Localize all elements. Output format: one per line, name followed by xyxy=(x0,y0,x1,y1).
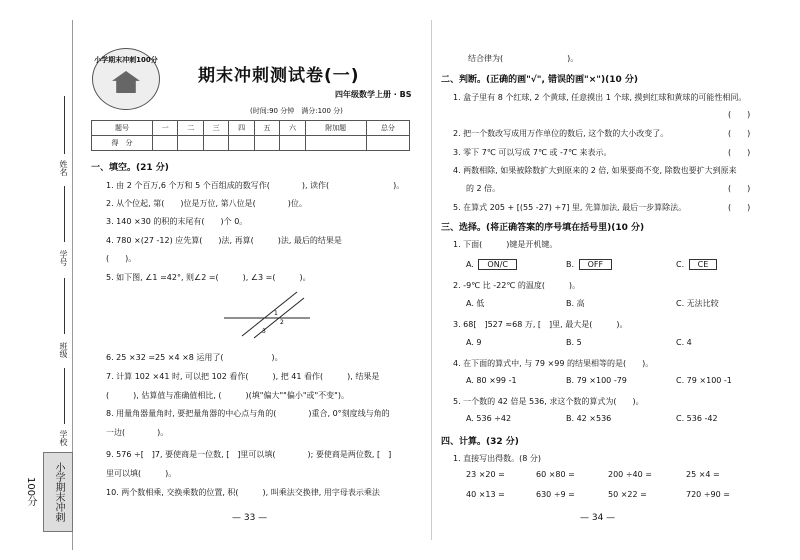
calc-item: 40 ×13 = xyxy=(466,490,505,499)
school-label: 学校 xyxy=(59,430,68,446)
score-header-cell: 三 xyxy=(203,121,228,136)
option-letter: B. xyxy=(566,260,577,269)
id-line xyxy=(64,186,65,242)
calc-item: 60 ×80 = xyxy=(536,470,575,479)
score-table xyxy=(91,120,410,151)
key-on-c: ON/C xyxy=(478,259,517,270)
score-header-cell: 一 xyxy=(153,121,178,136)
judge-answer[interactable]: ( ) xyxy=(728,110,751,119)
key-off: OFF xyxy=(579,259,613,270)
question-item: 8. 用量角器量角时, 要把量角器的中心点与角的( )重合, 0°刻度线与角的 xyxy=(106,409,390,418)
question-item: ( )。 xyxy=(106,254,137,263)
judge-answer[interactable]: ( ) xyxy=(728,129,751,138)
section-fill-blank: 一、填空。(21 分) xyxy=(91,163,169,173)
choice-option-c[interactable]: C. 536 -42 xyxy=(676,414,718,423)
choice-question: 4. 在下面的算式中, 与 79 ×99 的结果相等的是( )。 xyxy=(453,359,654,368)
question-item: 一边( )。 xyxy=(106,428,169,437)
choice-option-c[interactable]: C. 79 ×100 -1 xyxy=(676,376,732,385)
judge-answer[interactable]: ( ) xyxy=(728,203,751,212)
series-logo xyxy=(92,48,160,110)
angle-figure xyxy=(222,290,312,340)
question-item: 6. 25 ×32 =25 ×4 ×8 运用了( )。 xyxy=(106,353,283,362)
angle-label-3: 3 xyxy=(262,328,266,335)
question-continued: 结合律为( )。 xyxy=(468,54,579,63)
question-item: 3. 140 ×30 的积的末尾有( )个 0。 xyxy=(106,217,248,226)
score-header-cell: 附加题 xyxy=(305,121,366,136)
page-divider xyxy=(431,20,432,540)
judge-item: 5. 在算式 205 + [(55 -27) ÷7] 里, 先算加法, 最后一步算除法。 xyxy=(453,203,687,212)
question-item: 10. 两个数相乘, 交换乘数的位置, 积( ), 叫乘法交换律, 用字母表示乘法 xyxy=(106,488,380,497)
score-header-cell: 二 xyxy=(178,121,203,136)
judge-answer[interactable]: ( ) xyxy=(728,184,751,193)
question-item: 4. 780 ×(27 -12) 应先算( )法, 再算( )法, 最后的结果是 xyxy=(106,236,342,245)
section-calc: 四、计算。(32 分) xyxy=(441,437,519,447)
question-item: 1. 由 2 个百万,6 个万和 5 个百组成的数写作( ), 读作( )。 xyxy=(106,181,405,190)
choice-option-a[interactable]: A. 80 ×99 -1 xyxy=(466,376,517,385)
question-item: ( ), 估算值与准确值相比, ( )(填"偏大""偏小"或"不变")。 xyxy=(106,391,349,400)
angle-label-2: 2 xyxy=(280,319,284,326)
choice-question: 5. 一个数的 42 倍是 536, 求这个数的算式为( )。 xyxy=(453,397,644,406)
section-choice: 三、选择。(将正确答案的序号填在括号里)(10 分) xyxy=(441,223,645,233)
choice-option-b[interactable]: B. 5 xyxy=(566,338,582,347)
choice-option-c[interactable] xyxy=(676,259,717,270)
score-cell[interactable] xyxy=(305,136,366,151)
angle-label-1: 1 xyxy=(274,310,278,317)
question-item: 9. 576 ÷[ ]7, 要使商是一位数, [ ]里可以填( ); 要使商是两位数, [ ] xyxy=(106,450,392,459)
class-label: 班级 xyxy=(59,342,68,358)
score-cell[interactable] xyxy=(280,136,305,151)
judge-item: 的 2 倍。 xyxy=(466,184,501,193)
score-header-cell: 四 xyxy=(229,121,254,136)
exam-meta: (时间:90 分钟 满分:100 分) xyxy=(250,107,343,115)
calc-item: 720 ÷90 = xyxy=(686,490,730,499)
choice-option-b[interactable]: B. 42 ×536 xyxy=(566,414,612,423)
page-number-left: — 33 — xyxy=(232,513,268,523)
name-label: 姓名 xyxy=(59,160,68,176)
exam-title: 期末冲刺测试卷(一) xyxy=(198,66,360,86)
judge-item: 3. 零下 7℃ 可以写成 7℃ 或 -7℃ 来表示。 xyxy=(453,148,612,157)
score-cell[interactable] xyxy=(366,136,409,151)
score-row xyxy=(92,136,410,151)
choice-option-a[interactable]: A. 9 xyxy=(466,338,482,347)
option-letter: A. xyxy=(466,260,477,269)
exam-subtitle: 四年级数学上册 · BS xyxy=(335,90,412,99)
score-cell[interactable] xyxy=(153,136,178,151)
score-cell[interactable] xyxy=(254,136,279,151)
score-cell[interactable] xyxy=(229,136,254,151)
name-line xyxy=(64,96,65,154)
series-badge: 小学期末冲刺100分 xyxy=(43,452,73,532)
calc-instruction: 1. 直接写出得数。(8 分) xyxy=(453,454,542,463)
student-id-label: 学号 xyxy=(59,250,68,266)
judge-item: 4. 两数相除, 如果被除数扩大到原来的 2 倍, 如果要商不变, 除数也要扩大到原来 xyxy=(453,166,737,175)
calc-item: 630 ÷9 = xyxy=(536,490,575,499)
score-header-cell: 总分 xyxy=(366,121,409,136)
judge-item: 2. 把一个数改写成用万作单位的数后, 这个数的大小改变了。 xyxy=(453,129,669,138)
section-judge: 二、判断。(正确的画"√", 错误的画"×")(10 分) xyxy=(441,75,638,85)
key-ce: CE xyxy=(689,259,718,270)
score-header-row xyxy=(92,121,410,136)
question-item: 里可以填( )。 xyxy=(106,469,177,478)
question-item: 7. 计算 102 ×41 时, 可以把 102 看作( ), 把 41 看作( ), 结果是 xyxy=(106,372,380,381)
score-row-label: 得 分 xyxy=(92,136,153,151)
page-number-right: — 34 — xyxy=(580,513,616,523)
score-cell[interactable] xyxy=(178,136,203,151)
calc-item: 25 ×4 = xyxy=(686,470,720,479)
choice-option-a[interactable]: A. 低 xyxy=(466,299,485,308)
score-header-cell: 六 xyxy=(280,121,305,136)
question-item: 2. 从个位起, 第( )位是万位, 第八位是( )位。 xyxy=(106,199,307,208)
house-icon xyxy=(112,71,140,93)
school-line xyxy=(64,368,65,424)
choice-question: 2. -9℃ 比 -22℃ 的温度( )。 xyxy=(453,281,581,290)
choice-option-c[interactable]: C. 4 xyxy=(676,338,692,347)
slanted-line-1 xyxy=(242,292,297,336)
score-header-cell: 五 xyxy=(254,121,279,136)
calc-item: 23 ×20 = xyxy=(466,470,505,479)
logo-text: 小学期末冲刺100分 xyxy=(94,56,158,64)
choice-option-b[interactable]: B. 高 xyxy=(566,299,585,308)
score-cell[interactable] xyxy=(203,136,228,151)
choice-question: 1. 下面( )键是开机键。 xyxy=(453,240,558,249)
choice-option-a[interactable] xyxy=(466,259,517,270)
calc-item: 50 ×22 = xyxy=(608,490,647,499)
calc-item: 200 ÷40 = xyxy=(608,470,652,479)
class-line xyxy=(64,278,65,334)
choice-option-b[interactable]: B. 79 ×100 -79 xyxy=(566,376,627,385)
choice-option-a[interactable]: A. 536 ÷42 xyxy=(466,414,512,423)
choice-question: 3. 68[ ]527 ≈68 万, [ ]里, 最大是( )。 xyxy=(453,320,628,329)
judge-answer[interactable]: ( ) xyxy=(728,148,751,157)
judge-item: 1. 盒子里有 8 个红球, 2 个黄球, 任意摸出 1 个球, 摸到红球和黄球的可能性相同。 xyxy=(453,93,747,102)
question-item: 5. 如下图, ∠1 =42°, 则∠2 =( ), ∠3 =( )。 xyxy=(106,273,311,282)
choice-option-c[interactable]: C. 无法比较 xyxy=(676,299,719,308)
choice-option-b[interactable] xyxy=(566,259,612,270)
option-letter: C. xyxy=(676,260,687,269)
score-header-cell: 题号 xyxy=(92,121,153,136)
